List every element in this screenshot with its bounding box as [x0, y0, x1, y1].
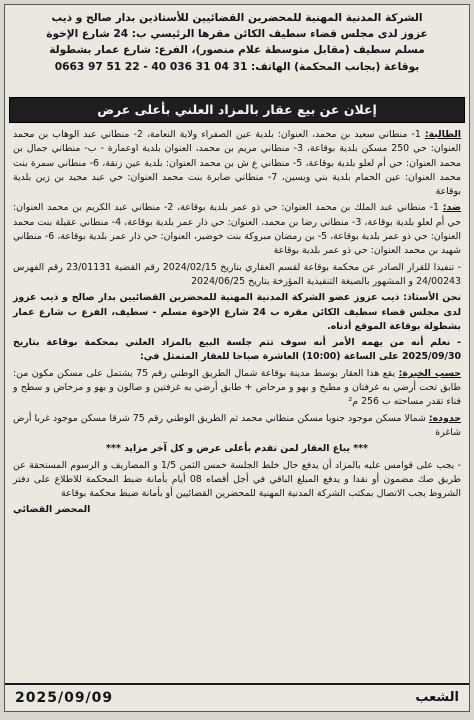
- notice-title-banner: إعلان عن بيع عقار بالمزاد العلني بأعلى عرض: [9, 97, 465, 123]
- legal-notice-page: [4, 4, 470, 712]
- expertise-paragraph: [13, 367, 461, 410]
- bailiff-signature: المحضر القضائي: [13, 504, 91, 516]
- expertise-text: يقع هذا العقار بوسط مدينة بوقاعة شمال الطريق الوطني رقم 75 يشتمل على مسكن مكون من: طابق تحت أرضي به غرفتان و مطبخ و بهو و مرحاض + طابق أرضي به غرفتين و صالون و بهو و مرحاض و سطح و فناء تقدر مساحته ب 256 م²: [13, 367, 461, 408]
- judgment-reference: - تنفيذا للقرار الصادر عن محكمة بوقاعة لقسم العقاري بتاريخ 2024/02/15 رقم القضية 23/01131 رقم الفهرس 24/00243 و المشهور بالصيغة التنفيذية المؤرخة بتاريخ 2024/06/25: [13, 261, 461, 287]
- applicants-text: 1- منطاني سعيد بن محمد، العنوان: بلدية عين الصفراء ولاية النعامة، 2- منطاني عبد الوهاب بن محمد العنوان: حي 250 مسكن بلدية بوقاعة، 3- منطاني مريم بن محمد، العنوان بلدية اوعمارة - ب- منطاني جمال بن محمد العنوان: حي أم لعلو بلدية بوقاعة، 5- منطاني ع ش بن محمد العنوان: بلدية عين زنقة، 6- منطاني سمرة بنت محمد العنوان: عين الحمام بلدية بني ويسين، 7- منطاني صابرة بنت محمد العنوان: حي عبد مجيد بن زين بلدية بوقاعة: [13, 129, 462, 198]
- publication-date: 2025/09/09: [15, 689, 114, 706]
- notice-body: [5, 123, 469, 518]
- boundaries-paragraph: [13, 412, 461, 441]
- notice-header: [5, 5, 469, 97]
- sale-condition-line: *** يباع العقار لمن تقدم بأعلى عرض و كل آخر مزايد ***: [106, 443, 368, 455]
- defendants-label: ضد:: [442, 202, 461, 214]
- expertise-label: حسب الخبرة:: [398, 367, 461, 379]
- bailiff-statement: نحن الأستاذ: ذيب عزوز عضو الشركة المدنية المهنية للمحضرين القضائيين بدار صالح و ذيب عزوز لدى مجلس قضاء سطيف الكائن مقره ب 24 شارع الإخوة مسلم - سطيف، الفرع ب شارع عمار بشطولة بوقاعة الموقع أدناه.: [13, 292, 461, 332]
- boundaries-label: حدوده:: [428, 412, 461, 424]
- header-line-4: بوقاعة (بجانب المحكمة) الهاتف: 31 04 31 036 40 - 22 51 97 0663: [54, 60, 420, 73]
- publication-footer: [5, 683, 469, 711]
- applicants-paragraph: [13, 128, 461, 199]
- defendants-text: 1- منطاني عبد الملك بن محمد العنوان: حي ذو عمر بلدية بوقاعة، 2- منطاني عبد الكريم بن محمد العنوان: حي أم لعلو بلدية بوقاعة، 3- منطاني رضا بن محمد، العنوان: حي ذار عمر بلدية بوقاعة، 4- منطاني عقيلة بنت محمد العنوان: حي ذو عمر بلدية بوقاعة، 5- بن رمضان مبروكة بنت خوضير، العنوان: حي ذار عمر بلدية بوقاعة، 6- منطاني شهيد بن محمد العنوان: حي ذو عمر بلدية بوقاعة: [13, 202, 462, 257]
- applicants-label: الطالبة:: [424, 129, 462, 140]
- newspaper-name: الشعب: [415, 689, 459, 705]
- payment-terms: - يجب على قوامس عليه بالمزاد أن يدفع حال خلط الجلسة خمس الثمن 1/5 و المصاريف و الرسوم المستحقة عن طريق صك مضمون أو نقدا و يدفع المبلغ الباقي في أجل أقصاه 08 أيام بأمانة ضبط المحكمة للاطلاع على دفتر الشروط يجب الاتصال بمكتب الشركة المدنية المهنية للمحضرين القضائيين أو بأمانة ضبط محكمة بوقاعة: [13, 459, 462, 500]
- boundaries-text: شمالا مسكن موجود جنوبا مسكن منطاني محمد ثم الطريق الوطني رقم 75 شرقا مسكن موجود غربا أرض شاغرة: [13, 412, 461, 438]
- header-line-3: مسلم سطيف (مقابل متوسطة علام منصور)، الفرع: شارع عمار بشطولة: [49, 44, 425, 57]
- defendants-paragraph: [13, 201, 461, 258]
- header-line-1: الشركة المدنية المهنية للمحضرين القضائيين للأستاذين بدار صالح و ذيب: [51, 12, 423, 24]
- header-line-2: عزوز لدى مجلس قضاء سطيف الكائن مقرها الرئيسي ب: 24 شارع الإخوة: [46, 28, 428, 41]
- auction-session-notice: - نعلم أنه من يهمه الأمر أنه سوف تتم جلسة البيع بالمزاد العلني بمحكمة بوقاعة بتاريخ 2025/09/30 على الساعة (10:00) العاشرة صباحا للعقار المتمثل في:: [13, 337, 461, 363]
